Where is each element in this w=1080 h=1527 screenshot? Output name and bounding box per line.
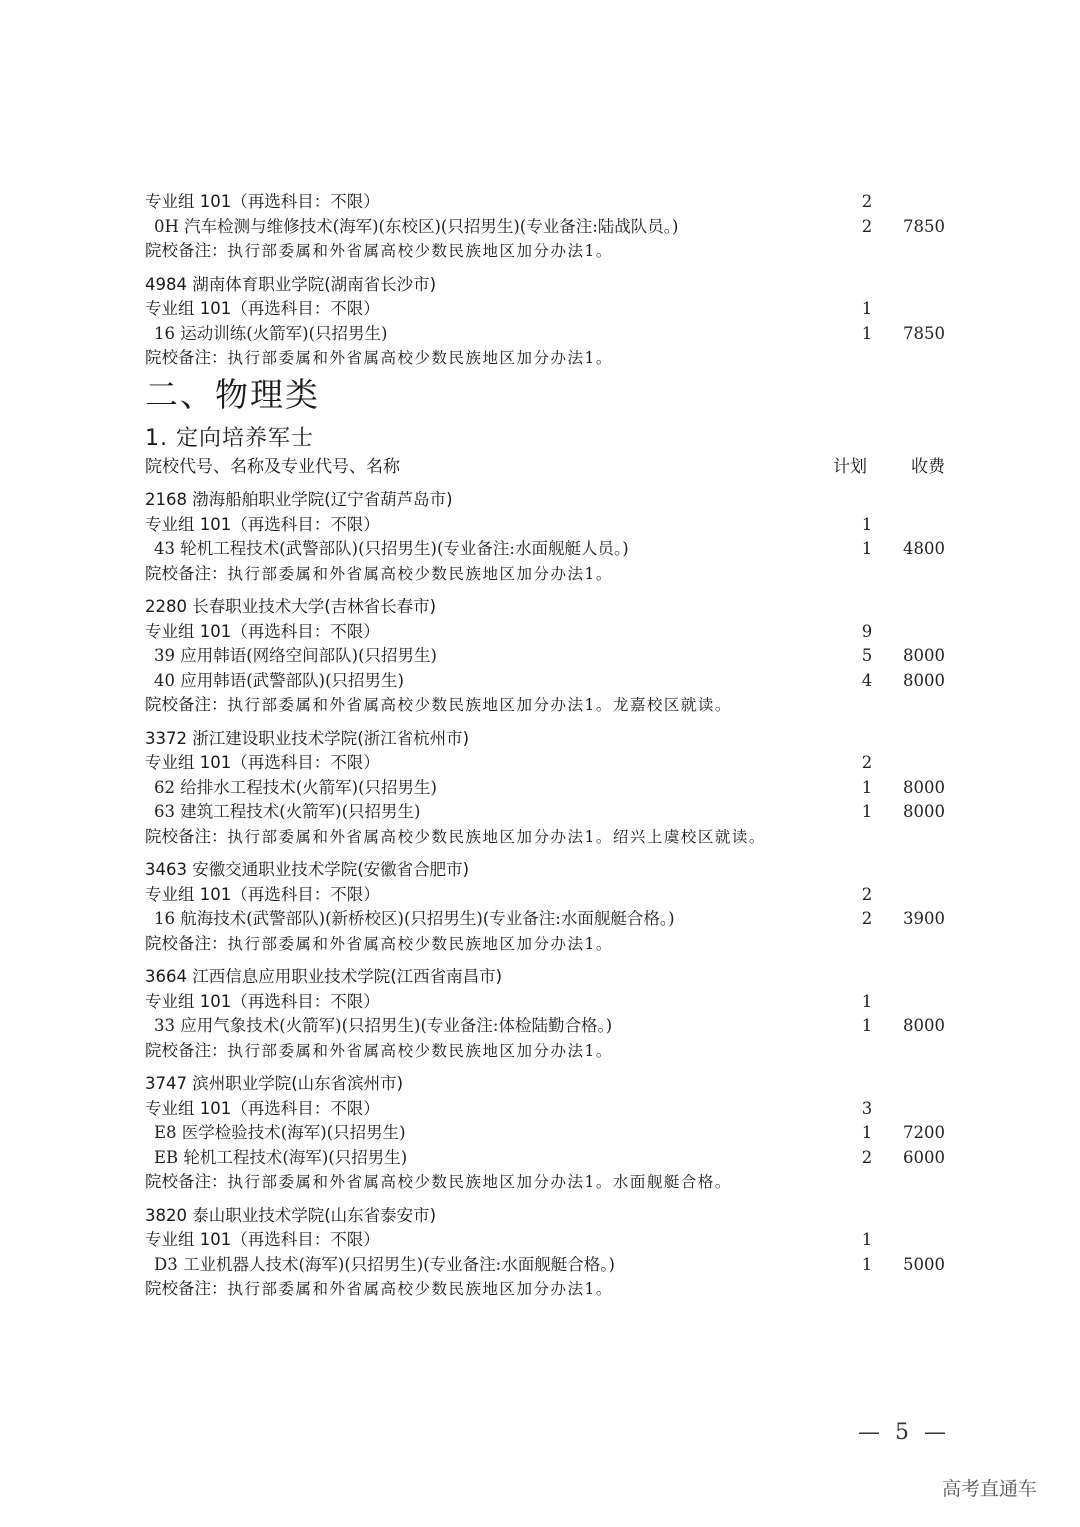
major-plan: 5 [861,646,873,665]
major-row [145,1146,945,1171]
major-code: 33 [154,1016,175,1035]
group-label: 专业组 101（再选科目：不限） [145,514,380,534]
major-plan: 1 [861,323,873,343]
remark-label: 院校备注： [145,1172,228,1191]
major-name: 汽车检测与维修技术(海军)(东校区)(只招男生)(专业备注:陆战队员。) [184,216,679,236]
column-header-row [145,455,945,480]
major-fee: 3900 [903,909,945,928]
watermark-text: 高考直通车 [942,1478,1038,1500]
column-header-name: 院校代号、名称及专业代号、名称 [145,456,400,477]
group-plan: 1 [861,299,873,318]
school-title-row [145,1204,945,1229]
major-plan: 1 [861,1016,873,1035]
school-remark-row [145,1039,945,1064]
major-name: 运动训练(火箭军)(只招男生) [180,323,388,343]
major-list [145,1014,945,1039]
major-row [145,537,945,562]
major-list [145,1253,945,1278]
major-row [145,322,945,347]
remark-text: 执行部委属和外省属高校少数民族地区加分办法1。 [227,934,613,953]
remark-text: 执行部委属和外省属高校少数民族地区加分办法1。水面舰艇合格。 [227,1173,732,1191]
school-title: 3820 泰山职业技术学院(山东省泰安市) [145,1205,437,1225]
major-list [145,644,945,693]
major-fee: 5000 [903,1254,945,1274]
remark-label: 院校备注： [145,1040,228,1060]
major-code: E8 [154,1123,177,1142]
school-title: 3463 安徽交通职业技术学院(安徽省合肥市) [145,860,470,879]
major-plan: 1 [861,1254,873,1274]
group-plan: 1 [861,991,873,1011]
major-group-row [145,883,945,908]
major-row [145,1014,945,1039]
school-title-row [145,273,945,298]
group-label: 专业组 101（再选科目：不限） [145,991,380,1011]
remark-text: 执行部委属和外省属高校少数民族地区加分办法1。 [227,1041,613,1060]
major-code: 0H [154,216,179,236]
remark-text: 执行部委属和外省属高校少数民族地区加分办法1。龙嘉校区就读。 [227,696,732,714]
major-list [145,537,945,562]
remark-label: 院校备注： [145,826,228,846]
school-title: 2280 长春职业技术大学(吉林省长春市) [145,597,437,616]
remark-label: 院校备注： [145,348,228,367]
major-name: 应用韩语(网络空间部队)(只招男生) [180,646,437,665]
major-text [154,322,388,347]
major-row [145,800,945,825]
group-label: 专业组 101（再选科目：不限） [145,884,380,904]
major-list [145,1121,945,1170]
school-remark-row [145,346,945,371]
school-title-row [145,488,945,513]
major-name: 航海技术(武警部队)(新桥校区)(只招男生)(专业备注:水面舰艇合格。) [180,909,675,928]
school-block [145,1204,945,1302]
remark-label: 院校备注： [145,933,228,953]
remark-text: 执行部委属和外省属高校少数民族地区加分办法1。 [227,564,613,583]
school-title: 2168 渤海船舶职业学院(辽宁省葫芦岛市) [145,490,453,509]
major-group-row [145,1228,945,1253]
major-text [154,537,629,562]
school-block [145,858,945,956]
major-plan: 2 [861,909,873,928]
major-row [145,1121,945,1146]
school-remark-row [145,825,945,850]
group-label: 专业组 101（再选科目：不限） [145,753,380,772]
major-name: 建筑工程技术(火箭军)(只招男生) [180,802,421,821]
page-number: — 5 — [858,1420,950,1445]
major-text [154,800,421,825]
school-title: 4984 湖南体育职业学院(湖南省长沙市) [145,274,437,294]
major-group-row [145,990,945,1015]
major-plan: 1 [861,777,873,797]
major-row [145,215,945,240]
major-plan: 2 [861,216,873,236]
remark-label: 院校备注： [145,695,228,714]
remark-text: 执行部委属和外省属高校少数民族地区加分办法1。 [227,242,613,260]
school-remark-row [145,1277,945,1302]
remark-label: 院校备注： [145,1279,228,1298]
major-code: 39 [154,646,175,665]
major-group-row [145,513,945,538]
major-text [154,1253,615,1278]
school-title-row [145,858,945,883]
group-label: 专业组 101（再选科目：不限） [145,192,380,211]
remark-text: 执行部委属和外省属高校少数民族地区加分办法1。 [227,349,613,367]
group-plan: 1 [861,1230,873,1249]
major-plan: 1 [861,1123,873,1142]
section-heading-text: 二、物理类 [145,374,320,414]
major-row [145,1253,945,1278]
school-block [145,595,945,718]
major-name: 轮机工程技术(武警部队)(只招男生)(专业备注:水面舰艇人员。) [180,539,629,558]
column-header-plan: 计划 [833,456,867,477]
group-plan: 2 [861,192,873,211]
major-plan: 1 [861,802,873,821]
school-title-row [145,595,945,620]
page-content [145,190,945,1302]
group-label: 专业组 101（再选科目：不限） [145,1230,380,1249]
major-name: 给排水工程技术(火箭军)(只招男生) [180,777,437,797]
school-block-4984 [145,273,945,371]
major-text [154,1014,612,1039]
major-group-row [145,620,945,645]
group-label: 专业组 101（再选科目：不限） [145,299,380,318]
section-heading [145,373,945,417]
major-fee: 8000 [903,646,945,665]
major-text [154,669,404,694]
school-block [145,1072,945,1195]
major-code: D3 [154,1254,178,1274]
major-fee: 8000 [903,670,945,690]
school-title: 3747 滨州职业学院(山东省滨州市) [145,1074,404,1093]
major-name: 应用气象技术(火箭军)(只招男生)(专业备注:体检陆勤合格。) [180,1016,613,1035]
major-text [154,1121,406,1146]
school-title-row [145,1072,945,1097]
school-block [145,727,945,850]
major-plan: 4 [861,670,873,690]
remark-label: 院校备注： [145,563,228,583]
section-subheading-text: 1. 定向培养军士 [145,425,314,451]
school-list [145,488,945,1302]
column-header-fee: 收费 [911,456,945,477]
section-subheading [145,423,945,455]
major-group-row [145,190,945,215]
major-row [145,907,945,932]
school-remark-row [145,239,945,264]
major-fee: 4800 [903,539,945,558]
major-row [145,776,945,801]
major-row [145,644,945,669]
major-name: 应用韩语(武警部队)(只招男生) [180,670,404,690]
major-fee: 8000 [903,1016,945,1035]
major-code: EB [154,1147,179,1167]
school-block [145,965,945,1063]
major-code: 63 [154,802,175,821]
major-text [154,776,437,801]
remark-label: 院校备注： [145,241,228,260]
major-code: 43 [154,539,175,558]
major-plan: 1 [861,539,873,558]
major-list [145,907,945,932]
major-fee: 7850 [903,323,945,343]
major-text [154,215,678,240]
group-plan: 2 [861,884,873,904]
major-text [154,907,675,932]
school-block [145,488,945,586]
school-title: 3664 江西信息应用职业技术学院(江西省南昌市) [145,967,503,986]
major-group-row [145,751,945,776]
group-plan: 1 [861,514,873,534]
school-title-row [145,727,945,752]
group-label: 专业组 101（再选科目：不限） [145,621,380,641]
major-fee: 6000 [903,1147,945,1167]
major-code: 16 [154,323,175,343]
major-code: 16 [154,909,175,928]
major-plan: 2 [861,1147,873,1167]
group-plan: 3 [861,1098,873,1118]
school-remark-row [145,693,945,718]
major-text [154,1146,407,1171]
major-name: 工业机器人技术(海军)(只招男生)(专业备注:水面舰艇合格。) [182,1254,615,1274]
school-remark-row [145,932,945,957]
major-row [145,669,945,694]
major-text [154,644,437,669]
school-title-row [145,965,945,990]
major-name: 医学检验技术(海军)(只招男生) [181,1123,406,1142]
major-name: 轮机工程技术(海军)(只招男生) [183,1147,408,1167]
school-title: 3372 浙江建设职业技术学院(浙江省杭州市) [145,728,470,748]
continued-school-block [145,190,945,264]
remark-text: 执行部委属和外省属高校少数民族地区加分办法1。 [227,1280,613,1298]
school-remark-row [145,562,945,587]
major-fee: 8000 [903,777,945,797]
major-code: 62 [154,777,175,797]
group-label: 专业组 101（再选科目：不限） [145,1098,380,1118]
group-plan: 2 [861,753,873,772]
major-group-row [145,297,945,322]
school-remark-row [145,1170,945,1195]
major-list [145,776,945,825]
major-group-row [145,1097,945,1122]
major-fee: 7200 [903,1123,945,1142]
major-fee: 7850 [903,216,945,236]
group-plan: 9 [861,621,873,641]
major-fee: 8000 [903,802,945,821]
major-code: 40 [154,670,175,690]
remark-text: 执行部委属和外省属高校少数民族地区加分办法1。绍兴上虞校区就读。 [227,827,766,846]
